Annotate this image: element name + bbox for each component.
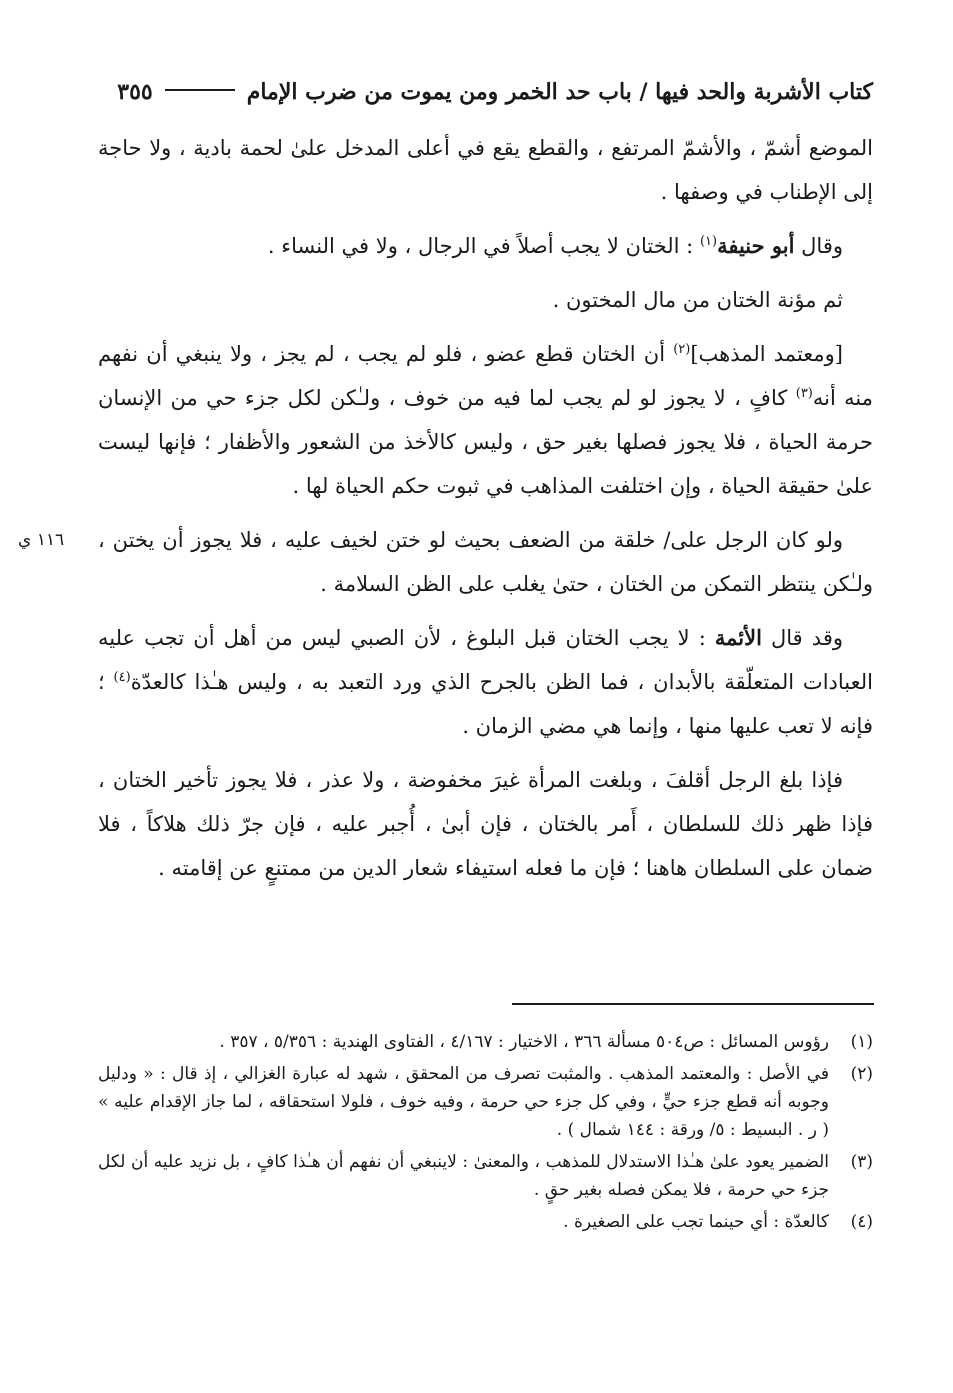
- paragraph-1: الموضع أشمّ ، والأشمّ المرتفع ، والقطع يقع في أعلى المدخل علىٰ لحمة بادية ، ولا حاجة إلى الإطناب في وصفها .: [98, 136, 873, 204]
- paragraph-4: [98, 332, 873, 508]
- footnote-ref-4[interactable]: (٤): [113, 670, 131, 685]
- footnote-4: [98, 1208, 873, 1236]
- manuscript-folio-note: ١١٦ ي: [18, 530, 65, 550]
- footnote-2: [98, 1060, 873, 1144]
- footnote-text: الضمير يعود علىٰ هـٰذا الاستدلال للمذهب ، والمعنىٰ : لاينبغي أن نفهم أن هـٰذا كافٍ ، بل نزيد عليه أن لكل جزء حي حرمة ، فلا يمكن فصله بغير حقٍ .: [98, 1152, 829, 1200]
- body-text: [18, 126, 873, 900]
- footnotes: [98, 1028, 873, 1240]
- footnote-1: [98, 1028, 873, 1056]
- paragraph-6-post: ؛ فإنه لا تعب عليها منها ، وإنما هي مضي الزمان .: [98, 670, 873, 738]
- footnote-text: في الأصل : والمعتمد المذهب . والمثبت تصرف من المحقق ، شهد له عبارة الغزالي ، إذ قال : « ودليل وجوبه أنه قطع جزء حيٍّ ، وفي كل جزء حي حرمة ، وفيه خوف ، فلولا استحقاقه ، لما جاز الإقدام عليه » ( ر . البسيط : ٥/ ورقة : ١٤٤ شمال ) .: [98, 1064, 829, 1140]
- footnote-number: (٣): [850, 1152, 873, 1172]
- footnote-number: (٤): [850, 1212, 873, 1232]
- paragraph-5: [18, 518, 873, 606]
- footnote-text: كالعدّة : أي حينما تجب على الصغيرة .: [563, 1212, 829, 1232]
- paragraph-2-pre: وقال: [801, 234, 843, 258]
- footnote-ref-3[interactable]: (٣): [795, 386, 813, 401]
- footnote-number: (٢): [850, 1064, 873, 1084]
- footnote-number: (١): [850, 1032, 873, 1052]
- paragraph-3: ثم مؤنة الختان من مال المختون .: [552, 288, 843, 312]
- paragraph-6-pre: وقد قال: [771, 626, 843, 650]
- paragraph-2: [98, 224, 873, 268]
- footnote-divider: [512, 1003, 874, 1005]
- term-al-aimma: الأئمة: [714, 625, 762, 650]
- header-title: كتاب الأشربة والحد فيها / باب حد الخمر ومن يموت من ضرب الإمام: [246, 79, 873, 105]
- paragraph-6: [98, 616, 873, 748]
- paragraph-6-mid: : لا يجب الختان قبل البلوغ ، لأن الصبي ليس من أهل أن تجب عليه العبادات المتعلّقة بالأبدان ، فما الظن بالجرح الذي ورد التعبد به ، وليس هـٰذا كالعدّة: [98, 626, 873, 694]
- paragraph-7: فإذا بلغ الرجل أقلفَ ، وبلغت المرأة غيرَ مخفوضة ، ولا عذر ، فلا يجوز تأخير الختان ، فإذا ظهر ذلك للسلطان ، أَمر بالختان ، فإن أبىٰ ، أُجبر عليه ، فإن جرّ ذلك هلاكاً ، فلا ضمان على السلطان هاهنا ؛ فإن ما فعله استيفاء شعار الدين من ممتنعٍ عن إقامته .: [98, 768, 873, 880]
- paragraph-5-text: ولو كان الرجل على/ خلقة من الضعف بحيث لو ختن لخيف عليه ، فلا يجوز أن يختن ، ولـٰكن ينتظر التمكن من الختان ، حتىٰ يغلب على الظن السلامة .: [98, 528, 873, 596]
- author-name-abu-hanifa: أبو حنيفة: [717, 233, 795, 258]
- paragraph-4-post: كافٍ ، لا يجوز لو لم يجب لما فيه من خوف ، ولـٰكن لكل جزء حي من الإنسان حرمة الحياة ، فلا يجوز فصلها بغير حق ، وليس كالأخذ من الشعور والأظفار ؛ فإنها ليست علىٰ حقيقة الحياة ، وإن اختلفت المذاهب في ثبوت حكم الحياة لها .: [98, 386, 873, 498]
- paragraph-2-post: : الختان لا يجب أصلاً في الرجال ، ولا في النساء .: [267, 234, 700, 258]
- paragraph-4-pre: [ومعتمد المذهب]: [690, 342, 843, 366]
- paragraph-4-mid: أن الختان قطع عضو ، فلو لم يجب ، لم يجز ، ولا ينبغي أن نفهم منه أنه: [98, 342, 873, 410]
- header-rule: [165, 89, 235, 91]
- footnote-text: رؤوس المسائل : ص٥٠٤ مسألة ٣٦٦ ، الاختيار : ٤/١٦٧ ، الفتاوى الهندية : ٥/٣٥٦ ، ٣٥٧ .: [219, 1032, 829, 1052]
- footnote-ref-2[interactable]: (٢): [673, 342, 691, 357]
- running-header: [78, 72, 873, 112]
- footnote-ref-1[interactable]: (١): [699, 234, 718, 249]
- page-number: ٣٥٥: [117, 79, 153, 105]
- footnote-3: [98, 1148, 873, 1204]
